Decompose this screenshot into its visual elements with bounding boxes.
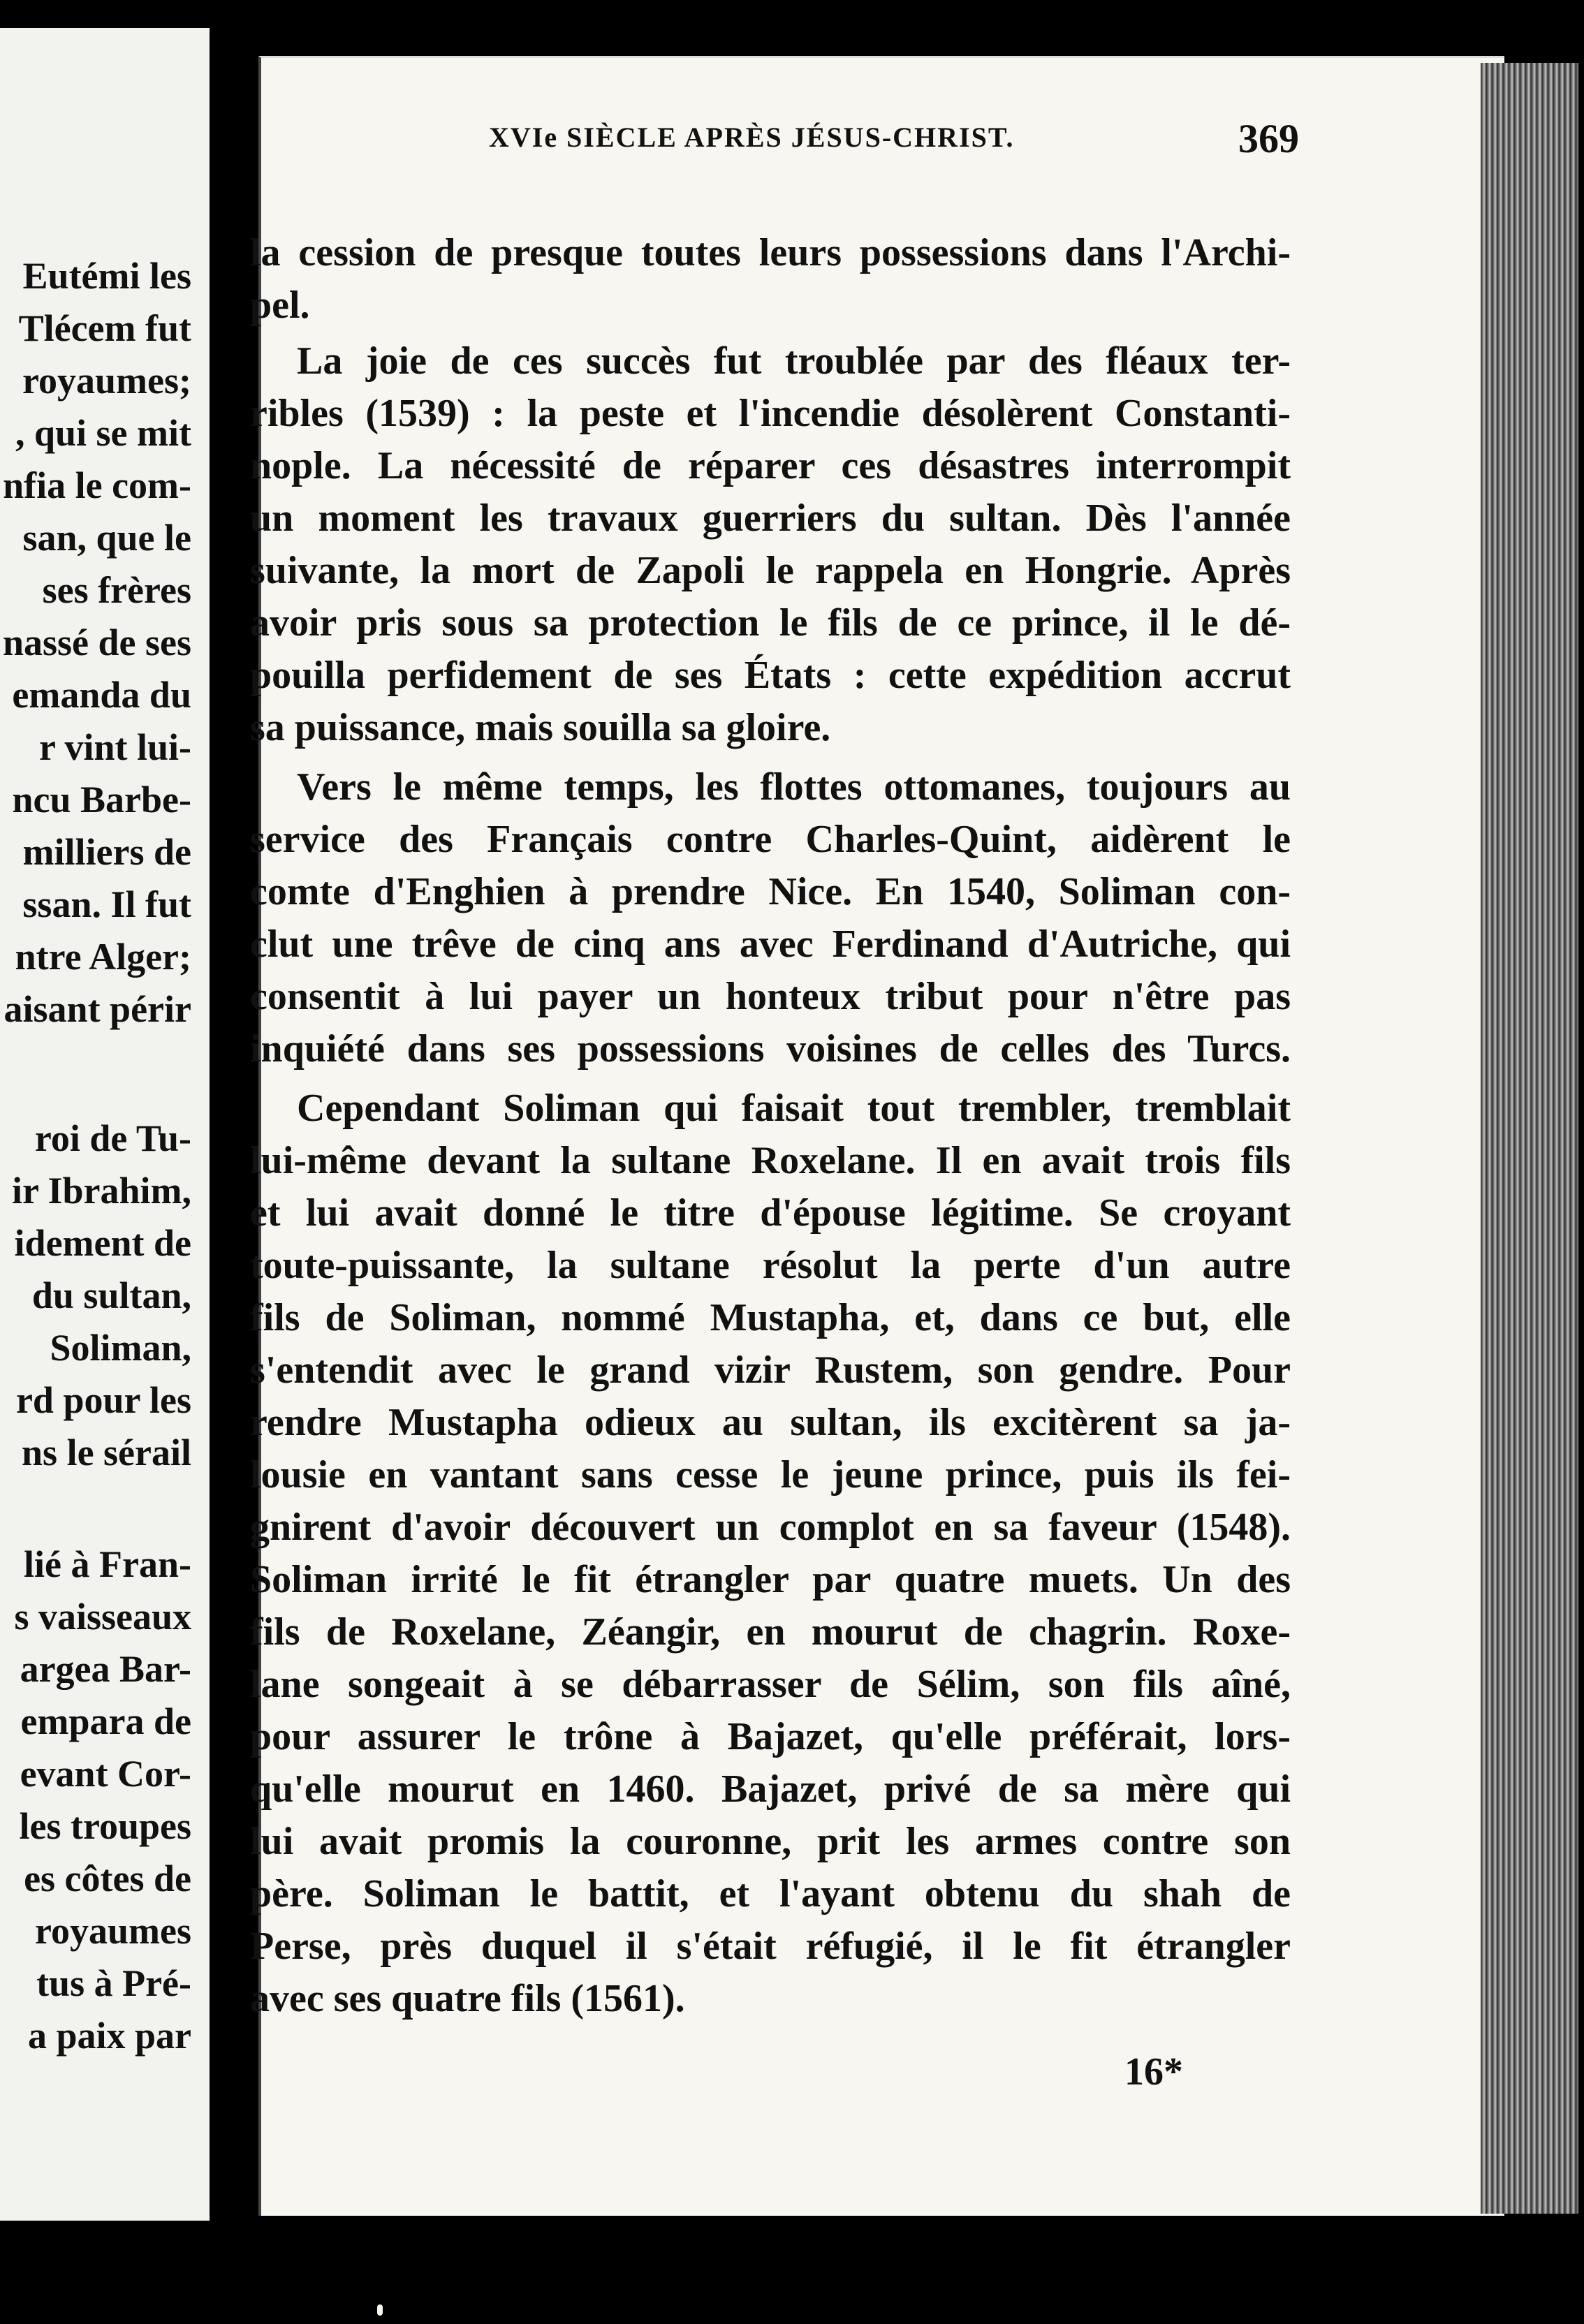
facing-page-line: aisant périr [3,988,191,1030]
facing-page-line: argea Bar- [20,1648,191,1690]
text-line: avec ses quatre fils (1561). [250,1977,685,2020]
facing-page [0,28,212,2221]
facing-page-line: es côtes de [24,1858,191,1899]
facing-page-line: les troupes [19,1805,191,1847]
facing-page-line: milliers de [22,831,191,873]
text-line: avoir pris sous sa protection le fils de ce prince, il le dé- [250,601,1291,645]
facing-page-line: empara de [20,1700,191,1742]
text-line: suivante, la mort de Zapoli le rappela en Hongrie. Après [250,549,1291,592]
text-line: qu'elle mourut en 1460. Bajazet, privé de sa mère qui [250,1767,1291,1811]
text-line: lousie en vantant sans cesse le jeune prince, puis ils fei- [250,1453,1291,1496]
text-line: Perse, près duquel il s'était réfugié, il le fit étrangler [250,1925,1291,1968]
text-line: gnirent d'avoir découvert un complot en sa faveur (1548). [250,1506,1291,1549]
facing-page-line: tus à Pré- [36,1962,191,2004]
text-line: pouilla perfidement de ses États : cette expédition accrut [250,654,1291,697]
facing-page-line: rd pour les [15,1379,191,1421]
text-line: fils de Roxelane, Zéangir, en mourut de chagrin. Roxe- [250,1610,1291,1654]
page-header [230,115,1299,171]
text-line: et lui avait donné le titre d'épouse légitime. Se croyant [250,1191,1291,1235]
facing-page-line: Tlécem fut [18,307,191,349]
text-line: pour assurer le trône à Bajazet, qu'elle préférait, lors- [250,1715,1291,1758]
text-line: sa puissance, mais souilla sa gloire. [250,706,831,749]
facing-page-line: du sultan, [31,1274,191,1316]
facing-page-line: ncu Barbe- [12,779,191,821]
text-line: père. Soliman le battit, et l'ayant obtenu du shah de [250,1872,1291,1915]
facing-page-line: s vaisseaux [14,1596,191,1638]
text-line: lane songeait à se débarrasser de Sélim, son fils aîné, [250,1663,1291,1706]
text-line: un moment les travaux guerriers du sultan. Dès l'année [250,497,1291,540]
running-head: XVIe SIÈCLE APRÈS JÉSUS-CHRIST. [489,122,1015,153]
facing-page-line: roi de Tu- [34,1117,191,1159]
text-line: consentit à lui payer un honteux tribut pour n'être pas [250,975,1291,1018]
text-line: Cependant Soliman qui faisait tout trembler, tremblait [297,1087,1291,1130]
facing-page-line: ns le sérail [22,1432,191,1473]
facing-page-line: royaumes; [22,360,191,402]
facing-page-line: ntre Alger; [15,936,191,978]
text-line: La joie de ces succès fut troublée par des fléaux ter- [297,339,1291,383]
scan-speck [377,2304,383,2316]
facing-page-line: royaumes [35,1910,191,1952]
text-line: pel. [250,284,310,327]
facing-page-line: emanda du [12,674,191,716]
facing-page-line: idement de [14,1222,191,1264]
text-line: service des Français contre Charles-Quint, aidèrent le [250,818,1291,861]
facing-page-line: r vint lui- [38,726,191,768]
text-line: inquiété dans ses possessions voisines de celles des Turcs. [250,1027,1291,1071]
facing-page-line: evant Cor- [20,1753,191,1795]
text-line: clut une trêve de cinq ans avec Ferdinand d'Autriche, qui [250,922,1291,966]
facing-page-line: san, que le [22,517,191,559]
facing-page-line: ssan. Il fut [22,883,191,925]
facing-page-line: Soliman, [50,1327,191,1369]
facing-page-line: a paix par [27,2015,191,2057]
text-line: s'entendit avec le grand vizir Rustem, son gendre. Pour [250,1348,1291,1392]
facing-page-line: nassé de ses [2,622,191,663]
text-line: Vers le même temps, les flottes ottomanes, toujours au [297,765,1291,809]
text-line: nople. La nécessité de réparer ces désastres interrompit [250,444,1291,487]
facing-page-line: lié à Fran- [24,1543,191,1585]
facing-page-line: , qui se mit [15,412,191,454]
page-number: 369 [1238,116,1299,161]
facing-page-line: nfia le com- [3,464,191,506]
text-line: lui avait promis la couronne, prit les armes contre son [250,1820,1291,1863]
page-edges [1481,63,1578,2214]
facing-page-line: Eutémi les [22,255,191,297]
signature-mark: 16* [1124,2050,1183,2094]
facing-page-line: ir Ibrahim, [11,1170,191,1212]
text-line: la cession de presque toutes leurs possessions dans l'Archi- [250,231,1291,274]
text-line: fils de Soliman, nommé Mustapha, et, dans ce but, elle [250,1296,1291,1339]
text-line: toute-puissante, la sultane résolut la perte d'un autre [250,1244,1291,1287]
facing-page-line: ses frères [42,569,191,611]
text-line: rendre Mustapha odieux au sultan, ils excitèrent sa ja- [250,1401,1291,1444]
text-line: lui-même devant la sultane Roxelane. Il en avait trois fils [250,1139,1291,1182]
text-line: Soliman irrité le fit étrangler par quatre muets. Un des [250,1558,1291,1601]
text-line: comte d'Enghien à prendre Nice. En 1540, Soliman con- [250,870,1291,913]
text-line: ribles (1539) : la peste et l'incendie désolèrent Constanti- [250,392,1291,435]
